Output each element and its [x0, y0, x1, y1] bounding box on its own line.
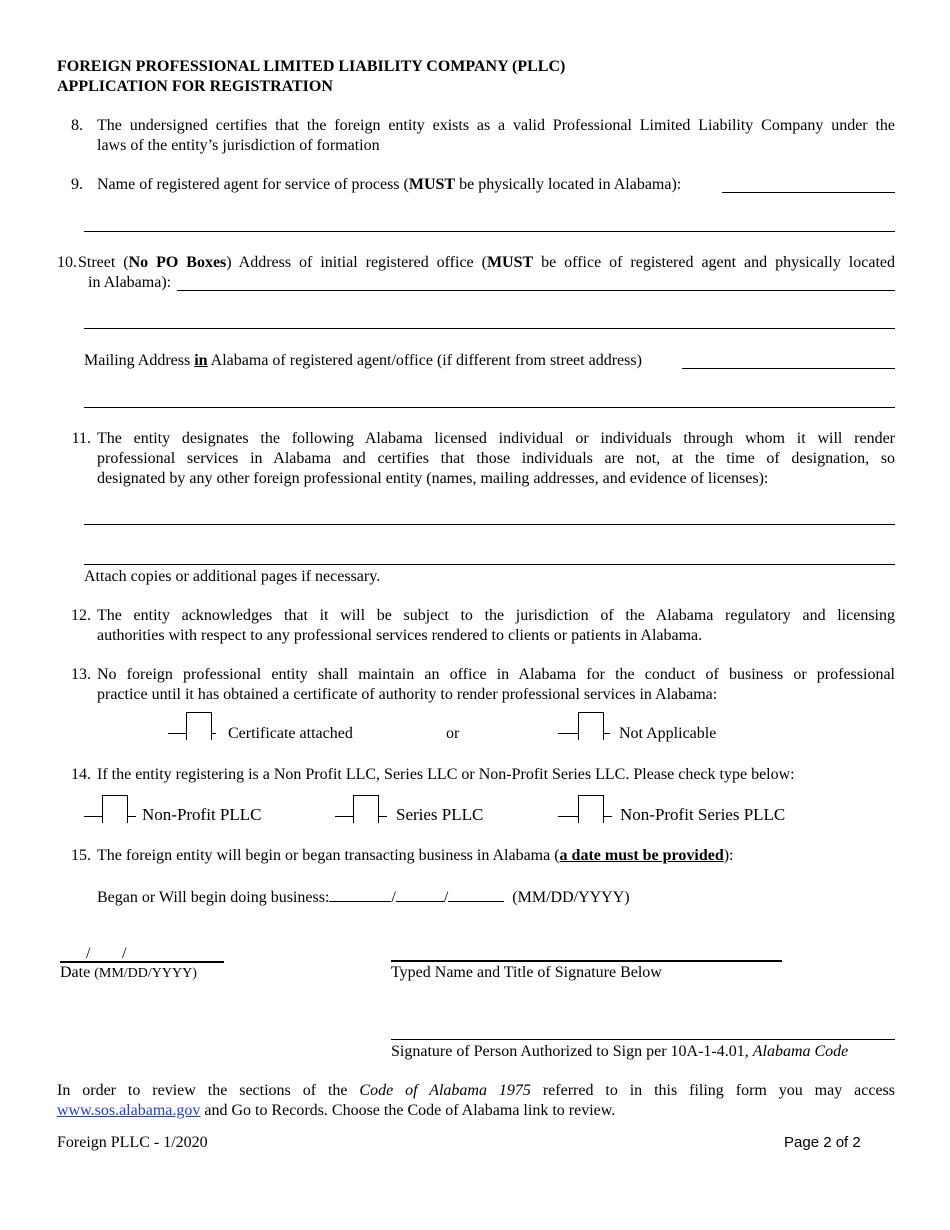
title-line-2: APPLICATION FOR REGISTRATION [57, 78, 333, 95]
not-applicable-checkbox[interactable] [578, 712, 604, 740]
item-10-t3: ) Address of initial registered office ( [226, 254, 487, 271]
begin-business-row [97, 885, 630, 908]
item-10-must: MUST [486, 254, 534, 271]
non-profit-series-pllc-checkbox[interactable] [578, 795, 604, 823]
item-8-number: 8. [71, 117, 83, 134]
item-10-text-line1 [78, 253, 895, 273]
registered-office-address-field[interactable] [177, 290, 895, 291]
typed-name-field[interactable] [391, 960, 782, 962]
begin-month-field[interactable] [329, 885, 391, 902]
item-9-text-must: MUST [408, 176, 456, 193]
item-12-text-line1: The entity acknowledges that it will be subject to the jurisdiction of the Alabama regulatory and licensing [97, 607, 895, 624]
title-line-1: FOREIGN PROFESSIONAL LIMITED LIABILITY COMPANY (PLLC) [57, 58, 566, 75]
not-applicable-label: Not Applicable [619, 725, 717, 742]
certificate-attached-option[interactable] [168, 712, 216, 742]
item-13-text-line1: No foreign professional entity shall maintain an office in Alabama for the conduct of business or professional [97, 666, 895, 683]
date-format-label: (MM/DD/YYYY) [94, 966, 197, 981]
certificate-attached-label: Certificate attached [228, 725, 353, 742]
item-10-number: 10. [57, 254, 77, 271]
item-11-text-line2: professional services in Alabama and certifies that those individuals are not, at the time of designation, so [97, 450, 895, 467]
non-profit-pllc-checkbox[interactable] [102, 795, 128, 823]
signature-date-field[interactable] [60, 942, 224, 963]
form-title [57, 57, 565, 97]
item-15-date-required: a date must be provided [559, 847, 724, 864]
date-slash-1: / [391, 889, 396, 906]
page-number: Page 2 of 2 [784, 1134, 861, 1151]
or-text: or [446, 725, 460, 742]
signature-label-text: Signature of Person Authorized to Sign per 10A-1-4.01, [391, 1043, 753, 1060]
sig-date-slash-2: / [122, 945, 127, 962]
sos-website-link[interactable]: www.sos.alabama.gov [57, 1102, 201, 1119]
signature-alabama-code: Alabama Code [752, 1043, 849, 1060]
mailing-post: Alabama of registered agent/office (if different from street address) [207, 352, 642, 369]
sig-date-slash-1: / [86, 945, 91, 962]
review-pre: In order to review the sections of the [57, 1082, 360, 1099]
item-9-text-pre: Name of registered agent for service of process ( [97, 176, 409, 193]
item-10-t1: Street ( [78, 254, 129, 271]
item-11-number: 11. [71, 430, 91, 447]
review-post: referred to in this filing form you may access [530, 1082, 896, 1099]
item-15-text-pre: The foreign entity will begin or began transacting business in Alabama ( [97, 847, 560, 864]
signature-field[interactable] [391, 1039, 895, 1040]
non-profit-pllc-label: Non-Profit PLLC [142, 805, 262, 824]
item-15-number: 15. [71, 847, 91, 864]
item-12-number: 12. [71, 607, 91, 624]
typed-name-label: Typed Name and Title of Signature Below [391, 964, 662, 981]
series-pllc-option[interactable] [335, 795, 387, 825]
item-11-text-line3: designated by any other foreign professional entity (names, mailing addresses, and evidence of licenses): [97, 470, 769, 487]
non-profit-series-pllc-label: Non-Profit Series PLLC [620, 805, 786, 824]
item-15-text-post: ): [723, 847, 734, 864]
registered-agent-name-field[interactable] [722, 192, 895, 193]
mailing-address-field[interactable] [682, 368, 895, 369]
series-pllc-checkbox[interactable] [353, 795, 379, 823]
item-9-text [97, 175, 681, 195]
signature-label [391, 1042, 848, 1062]
licensed-individuals-field-1[interactable] [84, 524, 895, 525]
item-9-text-post: be physically located in Alabama): [455, 176, 682, 193]
review-line2: and Go to Records. Choose the Code of Alabama link to review. [200, 1102, 616, 1119]
review-code: Code of Alabama 1975 [359, 1082, 531, 1099]
mailing-address-field-2[interactable] [84, 407, 895, 408]
non-profit-pllc-option[interactable] [84, 795, 136, 825]
date-slash-2: / [443, 889, 449, 906]
date-label: Date [60, 964, 91, 981]
review-text-line1 [57, 1081, 895, 1101]
registered-agent-name-field-2[interactable] [84, 231, 895, 232]
item-12-text-line2: authorities with respect to any professional services rendered to clients or patients in Alabama. [97, 627, 703, 644]
item-9-number: 9. [71, 176, 83, 193]
item-8-text-line1: The undersigned certifies that the foreign entity exists as a valid Professional Limited Liability Company under the [97, 117, 895, 134]
item-10-no-po-boxes: No PO Boxes [128, 254, 227, 271]
mailing-pre: Mailing Address [84, 352, 195, 369]
item-13-text-line2: practice until it has obtained a certificate of authority to render professional services in Alabama: [97, 686, 718, 703]
begin-day-field[interactable] [396, 885, 444, 902]
registered-office-address-field-2[interactable] [84, 328, 895, 329]
item-15-text [97, 846, 734, 866]
item-14-text: If the entity registering is a Non Profit LLC, Series LLC or Non-Profit Series LLC. Please check type below: [97, 766, 795, 783]
item-10-t5: be office of registered agent and physically located [533, 254, 895, 271]
item-8-text-line2: laws of the entity’s jurisdiction of formation [97, 137, 380, 154]
item-14-number: 14. [71, 766, 91, 783]
review-text-line2 [57, 1101, 615, 1121]
attach-note: Attach copies or additional pages if necessary. [84, 568, 381, 585]
signature-date-label [60, 963, 197, 984]
begin-year-field[interactable] [448, 885, 504, 902]
item-13-number: 13. [71, 666, 91, 683]
begin-date-format: (MM/DD/YYYY) [512, 889, 630, 906]
mailing-address-label [84, 351, 642, 371]
item-10-text-line2: in Alabama): [88, 274, 172, 291]
mailing-in: in [194, 352, 208, 369]
certificate-attached-checkbox[interactable] [186, 712, 212, 740]
begin-business-label: Began or Will begin doing business: [97, 889, 330, 906]
form-id: Foreign PLLC - 1/2020 [57, 1134, 208, 1151]
item-11-text-line1: The entity designates the following Alabama licensed individual or individuals through whom it will render [97, 430, 895, 447]
series-pllc-label: Series PLLC [396, 805, 484, 824]
licensed-individuals-field-2[interactable] [84, 564, 895, 565]
non-profit-series-pllc-option[interactable] [558, 795, 612, 825]
not-applicable-option[interactable] [558, 712, 610, 742]
